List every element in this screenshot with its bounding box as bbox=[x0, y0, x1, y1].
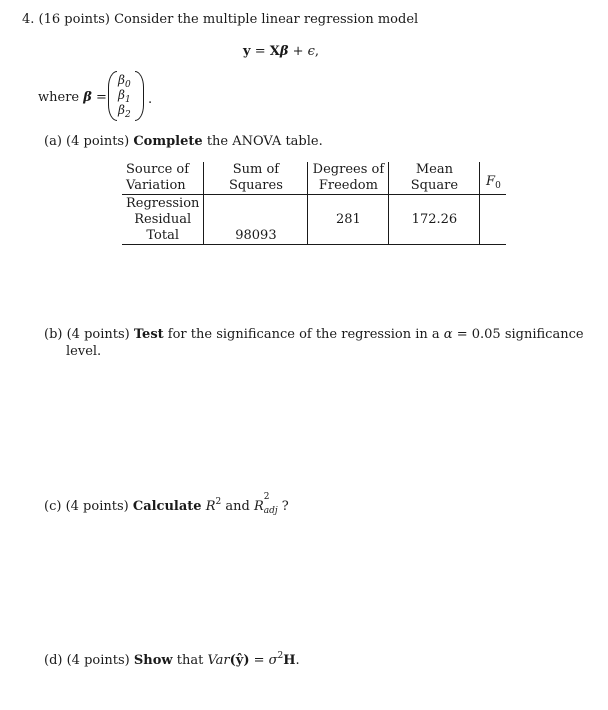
anova-row-regression bbox=[122, 195, 506, 213]
cell-ss bbox=[204, 195, 308, 213]
vector-entry-1: $\beta_1$ bbox=[118, 88, 131, 105]
model-beta: β bbox=[279, 44, 289, 59]
model-trail: , bbox=[314, 44, 320, 59]
part-d-two: 2 bbox=[277, 651, 284, 661]
cell-source: Residual bbox=[122, 212, 204, 228]
part-c-label: (c) bbox=[44, 499, 62, 514]
cell-f bbox=[480, 228, 507, 245]
where-equals: = bbox=[91, 90, 107, 105]
part-b-rest2: = 0.05 significance bbox=[452, 327, 584, 342]
cell-ss bbox=[204, 212, 308, 228]
model-equals: = bbox=[250, 44, 270, 59]
cell-source: Total bbox=[122, 228, 204, 245]
part-a-prompt bbox=[44, 134, 323, 149]
part-c-r-adj: R bbox=[253, 499, 264, 514]
cell-ms: 172.26 bbox=[389, 212, 480, 228]
right-paren bbox=[135, 71, 144, 121]
part-c-r: R bbox=[205, 499, 216, 514]
part-b-line2: level. bbox=[66, 344, 102, 359]
problem-text: Consider the multiple linear regression model bbox=[114, 12, 419, 27]
part-d-dot: . bbox=[295, 653, 300, 668]
part-a-label: (a) bbox=[44, 134, 62, 149]
model-plus: + bbox=[288, 44, 308, 59]
problem-header bbox=[22, 12, 418, 27]
anova-row-residual bbox=[122, 212, 506, 228]
beta-vector bbox=[108, 71, 144, 121]
part-c-q: ? bbox=[281, 499, 289, 514]
cell-f bbox=[480, 212, 507, 228]
part-a-verb: Complete bbox=[133, 134, 203, 149]
part-d-equals: = bbox=[249, 653, 269, 668]
part-d-points: (4 points) bbox=[66, 653, 130, 668]
cell-ms bbox=[389, 195, 480, 213]
part-d-prompt bbox=[44, 651, 300, 668]
where-word: where bbox=[38, 90, 80, 105]
cell-f bbox=[480, 195, 507, 213]
part-b-rest1: for the significance of the regression in a bbox=[167, 327, 440, 342]
part-d-that: that bbox=[176, 653, 204, 668]
model-lhs: y bbox=[243, 44, 251, 59]
part-a-points: (4 points) bbox=[66, 134, 130, 149]
part-c-sup-sub: 2 adj bbox=[263, 492, 278, 516]
header-sum-of-squares: Sum of Squares bbox=[204, 162, 308, 195]
part-b-label: (b) bbox=[44, 327, 63, 342]
cell-ms bbox=[389, 228, 480, 245]
problem-points: (16 points) bbox=[38, 12, 110, 27]
part-c-and: and bbox=[221, 499, 254, 514]
part-c-points: (4 points) bbox=[65, 499, 129, 514]
header-degrees-of-freedom: Degrees of Freedom bbox=[308, 162, 389, 195]
part-c-verb: Calculate bbox=[132, 499, 202, 514]
anova-header-row bbox=[122, 162, 506, 195]
cell-ss: 98093 bbox=[204, 228, 308, 245]
part-b-alpha: α bbox=[443, 327, 453, 342]
part-d-var: Var bbox=[207, 653, 230, 668]
cell-source: Regression bbox=[122, 195, 204, 213]
model-eps: ϵ bbox=[307, 44, 315, 59]
header-f0: $F_0$ bbox=[480, 162, 507, 195]
where-clause bbox=[38, 90, 107, 105]
part-b-prompt bbox=[44, 327, 584, 342]
problem-number: 4. bbox=[22, 12, 35, 27]
anova-table bbox=[122, 162, 506, 245]
where-beta: β bbox=[83, 90, 92, 105]
header-source: Source of Variation bbox=[122, 162, 204, 195]
anova-row-total bbox=[122, 228, 506, 245]
header-mean-square: Mean Square bbox=[389, 162, 480, 195]
model-x: X bbox=[269, 44, 280, 59]
cell-df: 281 bbox=[308, 212, 389, 228]
part-d-verb: Show bbox=[133, 653, 173, 668]
part-b-verb: Test bbox=[133, 327, 164, 342]
vector-period: . bbox=[148, 92, 153, 107]
part-d-h: H bbox=[283, 653, 296, 668]
part-b-points: (4 points) bbox=[66, 327, 130, 342]
part-c-sq: 2 bbox=[215, 497, 222, 507]
cell-df bbox=[308, 195, 389, 213]
part-d-yhat: (ŷ) bbox=[229, 653, 250, 668]
vector-entry-0: $\beta_0$ bbox=[118, 73, 131, 90]
left-paren bbox=[108, 71, 117, 121]
cell-df bbox=[308, 228, 389, 245]
model-equation bbox=[243, 44, 319, 59]
part-d-label: (d) bbox=[44, 653, 63, 668]
part-d-sigma: σ bbox=[268, 653, 278, 668]
vector-entry-2: $\beta_2$ bbox=[118, 103, 131, 120]
part-a-rest: the ANOVA table. bbox=[206, 134, 323, 149]
part-c-prompt bbox=[44, 492, 289, 516]
